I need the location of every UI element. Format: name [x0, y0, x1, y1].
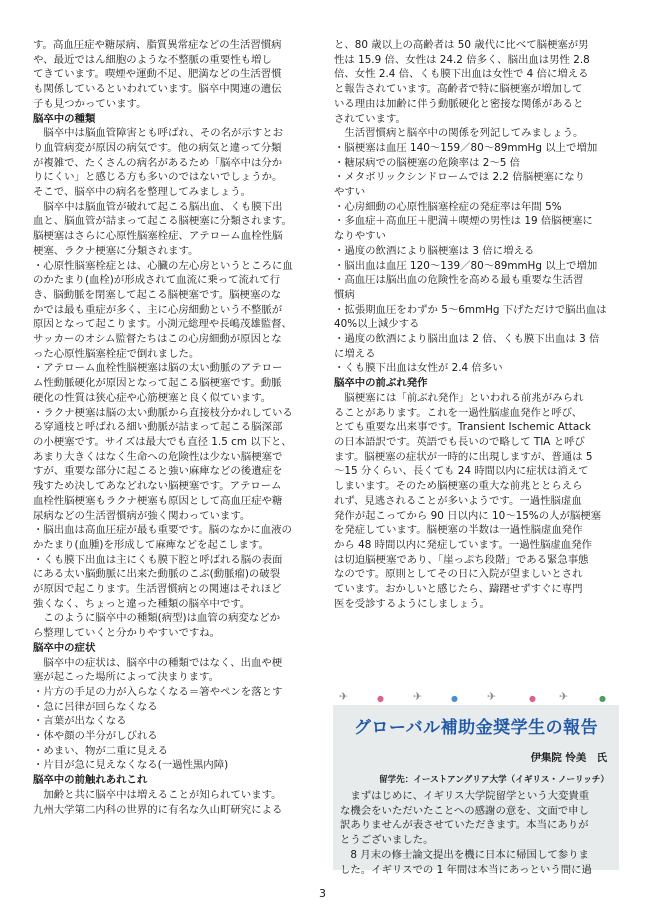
report-line: な機会をいただいたことへの感謝の意を、文面で申し — [340, 804, 589, 817]
text-line: 性は 15.9 倍、女性は 24.2 倍多く、脳出血は男性 2.8 — [334, 53, 590, 66]
airplane-icon: ✈ — [413, 690, 423, 703]
section-heading: 脳卒中の症状 — [33, 641, 96, 654]
text-line: 血と、脳血管が詰まって起こる脳梗塞に分類されます。 — [33, 215, 292, 228]
text-line: ・脳梗塞は血圧 140～159／80～89mmHg 以上で増加 — [334, 141, 598, 154]
text-line: ・多血症＋高血圧＋肥満＋喫煙の男性は 19 倍脳梗塞に — [334, 215, 593, 228]
text-line: った心原性脳塞栓症で倒れました。 — [33, 347, 200, 360]
text-line: や、最近ではん細胞のような不整脈の重要性も増し — [33, 53, 272, 66]
airplane-icon: ✈ — [487, 690, 497, 703]
text-line: 原因となって起こります。小渕元総理や長嶋茂雄監督、 — [33, 318, 292, 331]
text-line: ・糖尿病での脳梗塞の危険率は 2～5 倍 — [334, 156, 521, 169]
text-line: ・くも膜下出血は主にくも膜下腔と呼ばれる脳の表面 — [33, 553, 283, 566]
report-line: 8 月末の修士論文提出を機に日本に帰国して参りま — [340, 848, 589, 861]
text-line: ・過度の飲酒により脳出血は 2 倍、くも膜下出血は 3 倍 — [334, 333, 600, 346]
text-line: 医を受診するようにしましょう。 — [334, 597, 490, 610]
text-line: ・めまい、物が二重に見える — [33, 744, 169, 757]
text-line: ・ラクナ梗塞は脳の太い動脈から直接枝分かれしている — [33, 406, 293, 419]
text-line: と、80 歳以上の高齢者は 50 歳代に比べて脳梗塞が男 — [334, 39, 589, 51]
text-line: と報告されています。高齢者で特に脳梗塞が増加して — [334, 83, 583, 96]
section-heading: 脳卒中の前触れあれこれ — [33, 774, 148, 787]
text-line: いる理由は加齢に伴う動脈硬化と密接な関係があると — [334, 97, 584, 110]
text-line: も関係しているといわれています。脳卒中関連の遺伝 — [33, 83, 282, 96]
report-line: まずはじめに、イギリス大学院留学という大変貴重 — [340, 790, 590, 802]
text-line: り血管病変が原因の病気です。他の病気と違って分類 — [33, 141, 282, 154]
scholar-report-box — [333, 705, 619, 876]
text-line: かたまり(血腫)を形成して麻痺などを起こします。 — [33, 538, 269, 551]
section-heading: 脳卒中の前ぶれ発作 — [334, 377, 428, 390]
text-line: は切迫脳梗塞であり、「崖っぷち段階」である緊急事態 — [334, 553, 589, 566]
report-study-destination: 留学先：イーストアングリア大学（イギリス・ノーリッチ） — [378, 775, 609, 785]
text-line: ・脳出血は高血圧症が最も重要です。脳のなかに血液の — [33, 524, 292, 537]
text-line: そこで、脳卒中の病名を整理してみましょう。 — [33, 186, 251, 199]
text-line: 加齢と共に脳卒中は増えることが知られています。 — [43, 788, 282, 801]
report-body — [340, 789, 612, 877]
text-line: 残すため決してあなどれない脳梗塞です。アテローム — [33, 480, 282, 493]
text-line: ・脳出血は血圧 120～139／80～89mmHg 以上で増加 — [334, 259, 598, 272]
text-line: 梗塞、ラクナ梗塞に分類されます。 — [33, 244, 199, 257]
text-line: りにくい」と感じる方も多いのではないでしょうか。 — [33, 171, 283, 184]
report-author: 伊集院 怜美 氏 — [530, 752, 607, 764]
text-line: すが、重要な部分に起こると強い麻痺などの後遺症を — [33, 465, 283, 478]
text-line: かでは最も重症が多く、主に心房細動という不整脈が — [33, 303, 283, 316]
report-title: グローバル補助金奨学生の報告 — [353, 718, 599, 738]
text-line: ています。おかしいと感じたら、躊躇せずすぐに専門 — [334, 583, 583, 596]
text-line: ・心房細動の心原性脳塞栓症の発症率は年間 5% — [334, 200, 562, 213]
text-line: ・片方の手足の力が入らなくなる＝箸やペンを落とす — [33, 685, 283, 698]
text-line: ・片目が急に見えなくなる(一過性黒内障) — [33, 759, 229, 772]
text-line: を発症しています。脳梗塞の半数は一過性脳虚血発作 — [334, 524, 583, 537]
dot-icon: ● — [529, 694, 536, 703]
text-line: 子も見つかっています。 — [33, 97, 147, 110]
text-line: 脳卒中は脳血管障害とも呼ばれ、その名が示すとお — [43, 127, 283, 140]
text-line: しまいます。そのため脳梗塞の重大な前兆ととらえら — [334, 480, 583, 493]
text-line: る穿通枝と呼ばれる細い動脈が詰まって起こる脳深部 — [33, 421, 283, 434]
text-line: 硬化の性質は狭心症や心筋梗塞と良く似ています。 — [33, 391, 272, 404]
text-line: ら整理していくと分かりやすいですね。 — [33, 627, 221, 640]
text-line: が複雑で、たくさんの病名があるため「脳卒中は分か — [33, 156, 283, 169]
text-line: 脳梗塞はさらに心原性脳塞栓症、アテローム血栓性脳 — [33, 230, 283, 243]
dot-icon: ● — [451, 694, 458, 703]
text-line: されています。 — [334, 112, 406, 125]
text-line: てきています。喫煙や運動不足、肥満などの生活習慣 — [33, 68, 282, 81]
left-column — [33, 38, 320, 817]
text-line: あまり大きくはなく生命への危険性は少ない脳梗塞で — [33, 450, 283, 463]
text-line: 倍、女性 2.4 倍、くも膜下出血は女性で 4 倍に増える — [334, 68, 589, 81]
text-line: ・心原性脳塞栓症とは、心臓の左心房というところに血 — [33, 259, 293, 272]
text-line: 九州大学第二内科の世界的に有名な久山町研究による — [33, 803, 283, 816]
text-line: ・急に呂律が回らなくなる — [33, 700, 158, 713]
text-line: 発作が起こってから 90 日以内に 10～15%の人が脳梗塞 — [334, 509, 602, 522]
text-line: サッカーのオシム監督たちはこの心房細動が原因とな — [33, 333, 282, 346]
dot-icon: ● — [377, 694, 384, 703]
text-line: ・高血圧は脳出血の危険性を高める最も重要な生活習 — [334, 274, 584, 287]
text-line: ・言葉が出なくなる — [33, 715, 127, 728]
text-line: ・くも膜下出血は女性が 2.4 倍多い — [334, 362, 503, 375]
airplane-icon: ✈ — [559, 690, 569, 703]
text-line: 血栓性脳梗塞もラクナ梗塞も原因として高血圧症や糖 — [33, 494, 283, 507]
text-line: にある太い脳動脈に出来た動脈のこぶ(動脈瘤)の破裂 — [33, 568, 281, 581]
text-line: 脳卒中は脳血管が破れて起こる脳出血、くも膜下出 — [43, 200, 283, 213]
text-line: 生活習慣病と脳卒中の関係を列記してみましょう。 — [344, 127, 584, 140]
text-line: 脳卒中の症状は、脳卒中の種類ではなく、出血や梗 — [43, 656, 283, 669]
text-line: なりやすい — [334, 230, 386, 243]
text-line: に増える — [334, 347, 376, 360]
text-line: 尿病などの生活習慣病が強く関わっています。 — [33, 509, 251, 522]
text-line: 強くなく、ちょっと違った種類の脳卒中です。 — [33, 597, 251, 610]
text-line: このように脳卒中の種類(病型)は血管の病変などか — [43, 612, 281, 625]
text-line: ます。脳梗塞の症状が一時的に出現しますが、普通は 5 — [334, 450, 593, 463]
right-column — [334, 38, 618, 611]
airplane-divider — [333, 690, 619, 704]
report-line: 訳ありませんが表させていただきます。本当にありが — [340, 819, 589, 832]
text-line: す。高血圧症や糖尿病、脂質異常症などの生活習慣病 — [33, 39, 282, 51]
text-line: やすい — [334, 186, 366, 199]
text-line: のかたまり(血栓)が形成されて血流に乗って流れて行 — [33, 274, 281, 287]
text-line: き、脳動脈を閉塞して起こる脳梗塞です。脳梗塞のな — [33, 288, 282, 301]
text-line: ～15 分くらい、長くても 24 時間以内に症状は消えて — [334, 465, 589, 478]
text-line: 脳梗塞には「前ぶれ発作」といわれる前兆がみられ — [344, 391, 584, 404]
text-line: ることがあります。これを一過性脳虚血発作と呼び、 — [334, 406, 583, 419]
text-line: ・過度の飲酒により脳梗塞は 3 倍に増える — [334, 244, 535, 257]
text-line: ・メタボリックシンドロームでは 2.2 倍脳梗塞になり — [334, 171, 586, 184]
text-line: ・体や顔の半分がしびれる — [33, 730, 158, 743]
page-number: 3 — [319, 887, 326, 900]
section-heading: 脳卒中の種類 — [33, 112, 96, 125]
dot-icon: ● — [599, 694, 606, 703]
text-line: の日本語訳です。英語でも長いので略して TIA と呼び — [334, 435, 585, 448]
text-line: の小梗塞です。サイズは最大でも直径 1.5 cm 以下と、 — [33, 435, 292, 448]
text-line: れず、見逃されることが多いようです。一過性脳虚血 — [334, 494, 582, 507]
text-line: 慣病 — [334, 288, 355, 301]
text-line: ・拡張期血圧をわずか 5～6mmHg 下げただけで脳出血は — [334, 303, 607, 316]
text-line: なのです。原則としてその日に入院が望ましいとされ — [334, 568, 583, 581]
text-line: が原因で起こります。生活習慣病との関連はそれほど — [33, 583, 282, 596]
text-line: ム性動脈硬化が原因となって起こる脳梗塞です。動脈 — [33, 377, 282, 390]
text-line: 塞が起こった場所によって決まります。 — [33, 671, 219, 684]
report-line: とうございました。 — [340, 834, 434, 847]
text-line: 40%以上減少する — [334, 318, 420, 331]
text-line: とても重要な出来事です。Transient Ischemic Attack — [334, 421, 591, 434]
airplane-icon: ✈ — [339, 690, 349, 703]
text-line: ・アテローム血栓性脳梗塞は脳の太い動脈のアテロー — [33, 362, 283, 375]
report-line: した。イギリスでの 1 年間は本当にあっという間に過 — [340, 863, 592, 876]
text-line: から 48 時間以内に発症しています。一過性脳虚血発作 — [334, 538, 592, 551]
